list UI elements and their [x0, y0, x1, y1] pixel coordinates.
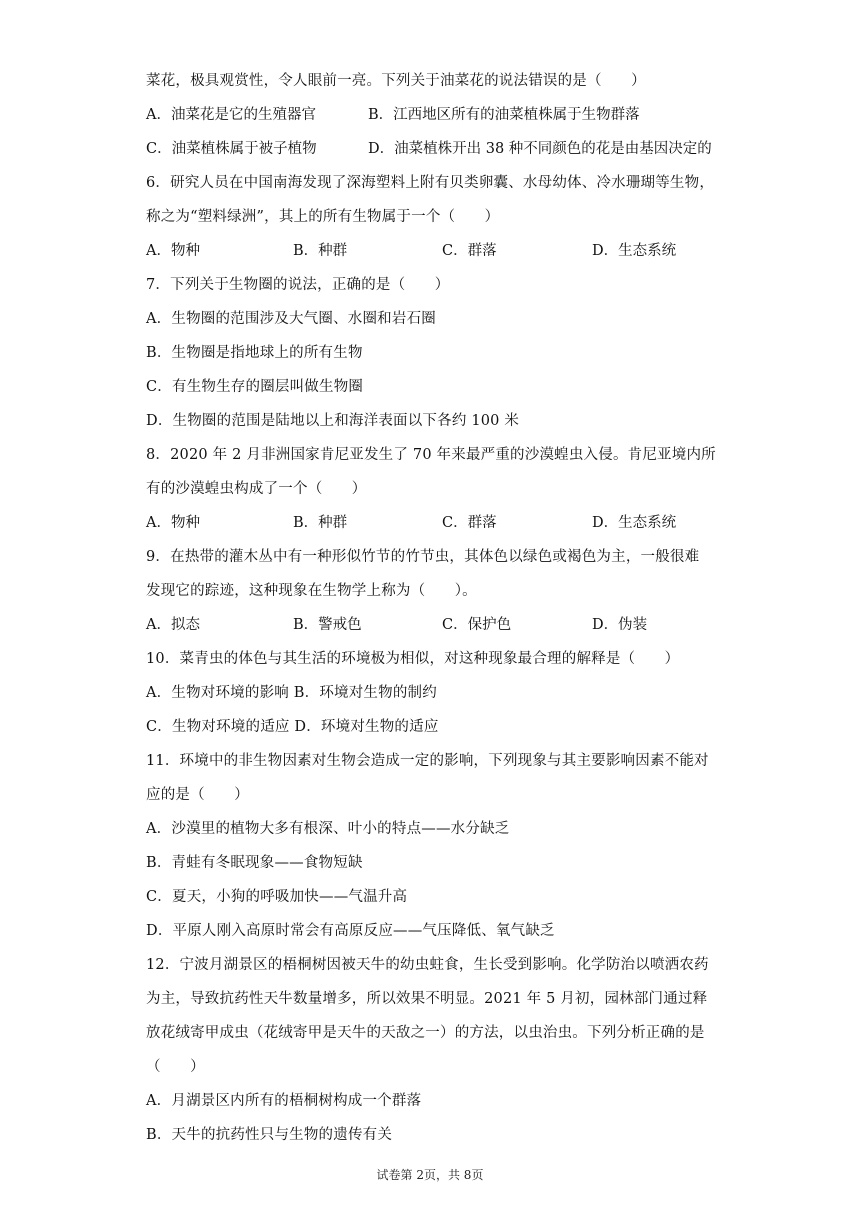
question-11-option-b: B．青蛙有冬眠现象——食物短缺 — [146, 855, 363, 871]
option: D．生态系统 — [592, 243, 677, 259]
question-11-option-c: C．夏天，小狗的呼吸加快——气温升高 — [146, 889, 408, 905]
question-11-stem: 11．环境中的非生物因素对生物会造成一定的影响，下列现象与其主要影响因素不能对 — [146, 753, 709, 769]
question-11-option-d: D．平原人刚入高原时常会有高原反应——气压降低、氧气缺乏 — [146, 923, 555, 939]
question-12-stem-cont-1: 为主，导致抗药性天牛数量增多，所以效果不明显。2021 年 5 月初，园林部门通过释 — [146, 991, 708, 1007]
option: B．种群 — [293, 243, 348, 259]
option: A．拟态 — [146, 617, 200, 633]
option: A．物种 — [146, 243, 200, 259]
question-12-option-b: B．天牛的抗药性只与生物的遗传有关 — [146, 1127, 393, 1143]
question-12-option-a: A．月湖景区内所有的梧桐树构成一个群落 — [146, 1093, 422, 1109]
option: A．物种 — [146, 515, 200, 531]
question-9-stem-cont: 发现它的踪迹，这种现象在生物学上称为（ ）。 — [146, 583, 477, 599]
option: B．江西地区所有的油菜植株属于生物群落 — [368, 107, 640, 123]
question-10-options-ab: A．生物对环境的影响 B．环境对生物的制约 — [146, 685, 437, 701]
question-12-stem-cont-3: （ ） — [146, 1059, 205, 1075]
option: C．保护色 — [442, 617, 512, 633]
question-12-stem: 12．宁波月湖景区的梧桐树因被天牛的幼虫蛀食，生长受到影响。化学防治以喷洒农药 — [146, 957, 709, 973]
question-6-stem-cont: 称之为“塑料绿洲”，其上的所有生物属于一个（ ） — [146, 209, 500, 225]
question-8-stem-cont: 有的沙漠蝗虫构成了一个（ ） — [146, 481, 367, 497]
question-10-options-cd: C．生物对环境的适应 D．环境对生物的适应 — [146, 719, 439, 735]
option: D．伪装 — [592, 617, 648, 633]
question-7-stem: 7．下列关于生物圈的说法，正确的是（ ） — [146, 277, 450, 293]
option: A．油菜花是它的生殖器官 — [146, 107, 316, 123]
option: D．生态系统 — [592, 515, 677, 531]
question-11-option-a: A．沙漠里的植物大多有根深、叶小的特点——水分缺乏 — [146, 821, 510, 837]
option: C．群落 — [442, 515, 497, 531]
question-7-option-a: A．生物圈的范围涉及大气圈、水圈和岩石圈 — [146, 311, 436, 327]
question-10-stem: 10．菜青虫的体色与其生活的环境极为相似，对这种现象最合理的解释是（ ） — [146, 651, 680, 667]
question-8-stem: 8．2020 年 2 月非洲国家肯尼亚发生了 70 年来最严重的沙漠蝗虫入侵。肯尼亚境内所 — [146, 447, 716, 463]
question-6-stem: 6．研究人员在中国南海发现了深海塑料上附有贝类卵囊、水母幼体、冷水珊瑚等生物， — [146, 175, 715, 191]
question-11-stem-cont: 应的是（ ） — [146, 787, 249, 803]
question-7-option-b: B．生物圈是指地球上的所有生物 — [146, 345, 363, 361]
question-5-stem-end: 菜花，极具观赏性，令人眼前一亮。下列关于油菜花的说法错误的是（ ） — [146, 73, 646, 89]
option: B．种群 — [293, 515, 348, 531]
question-12-stem-cont-2: 放花绒寄甲成虫（花绒寄甲是天牛的天敌之一）的方法，以虫治虫。下列分析正确的是 — [146, 1025, 705, 1041]
option: C．群落 — [442, 243, 497, 259]
question-7-option-c: C．有生物生存的圈层叫做生物圈 — [146, 379, 364, 395]
option: C．油菜植株属于被子植物 — [146, 141, 317, 157]
page-footer: 试卷第 2页，共 8页 — [376, 1168, 484, 1182]
question-7-option-d: D．生物圈的范围是陆地以上和海洋表面以下各约 100 米 — [146, 413, 520, 429]
option: D．油菜植株开出 38 种不同颜色的花是由基因决定的 — [368, 141, 712, 157]
option: B．警戒色 — [293, 617, 362, 633]
question-9-stem: 9．在热带的灌木丛中有一种形似竹节的竹节虫，其体色以绿色或褐色为主，一般很难 — [146, 549, 700, 565]
